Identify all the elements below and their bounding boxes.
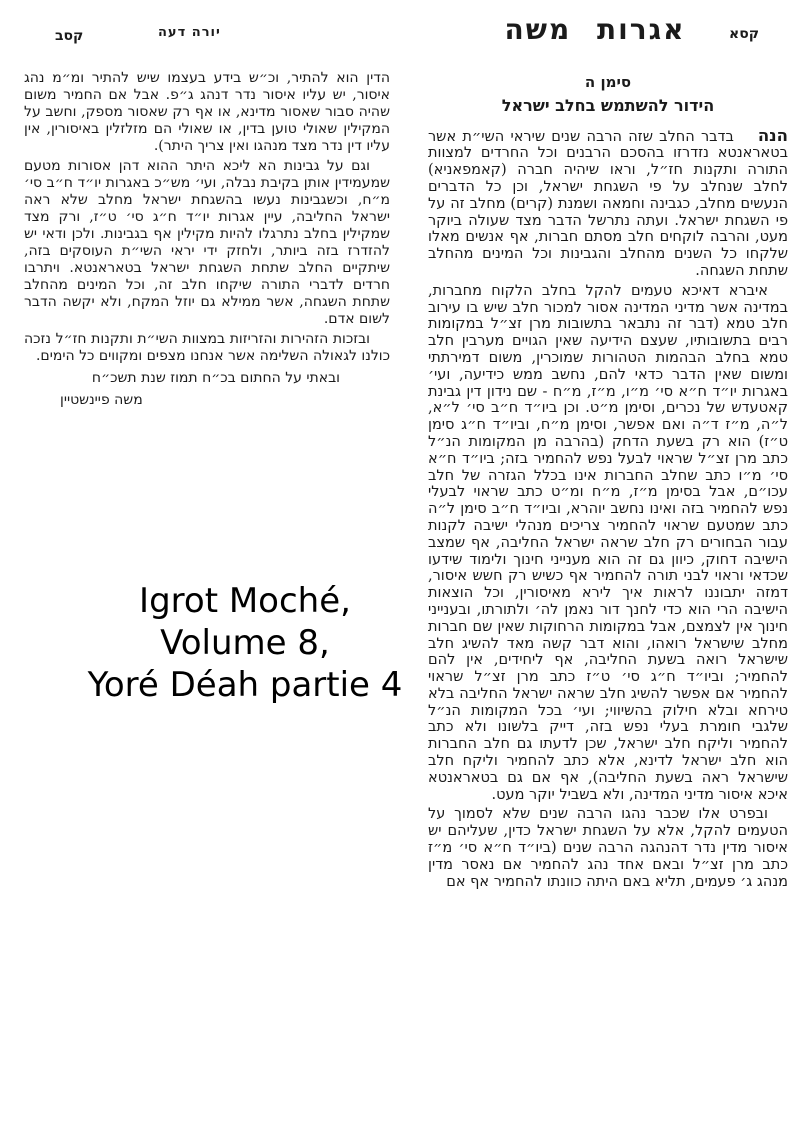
closing-date-line: ובאתי על החתום בכ״ח תמוז שנת תשכ״ח xyxy=(91,370,340,386)
caption-line: Volume 8, xyxy=(160,623,330,663)
paragraph-opening xyxy=(428,125,788,280)
paragraph-continuation: הדין הוא להתיר, וכ״ש בידע בעצמו שיש להתיר ומ״מ נהג איסור, יש עליו איסור נדר דנהג ג״פ. אבל אם החמיר משום שהיה סבור שאסור מדינא, או אף רק שאסור מספק, וחשב על המקילין שאולי טוען בדין, או שאולי הם מזלזלין באיסורין, אין עליו דין נדר מצד מנהגו ואין צריך היתר). xyxy=(24,70,390,154)
right-page-column xyxy=(428,74,788,890)
left-page-column xyxy=(24,70,390,409)
caption-line: Igrot Moché, xyxy=(139,581,351,621)
paragraph: ובזכות הזהירות והזריזות במצוות השי״ת ותקנות חז״ל נזכה כולנו לגאולה השלימה אשר אנחנו מצפים ומקווים כל הימים. xyxy=(24,331,390,364)
book-title: אגרות משה xyxy=(504,13,686,46)
author-signature: משה פיינשטיין xyxy=(60,392,143,408)
paragraph: ובפרט אלו שכבר נהגו הרבה שנים שלא לסמוך על הטעמים להקל, אלא על השגחת ישראל כדין, שעליהם יש איסור מדין נדר דהנהגה הרבה שנים (ביו״ד ח״א סי׳ מ״ז כתב מרן זצ״ל ובאם אחד נהג להחמיר אם נאסר מדין מנהג ג׳ פעמים, תליא באם היתה כוונתו להחמיר אף אם xyxy=(428,806,788,890)
page-number-left: קסב xyxy=(55,28,84,44)
paragraph-text: בדבר החלב שזה הרבה שנים שיראי השי״ת אשר בטאראנטא נזדרזו בהסכם הרבנים וכל החרדים למצוות התורה ותקנות חז״ל, וראו שיהיה חברה (קאמפאניא) לחלב שנחלב על פי השגחת ישראל, וכן כל הדברים הנעשים מחלב, כגבינה וחמאה ושמנת (קרים) מחלב זה על פי השגחת ישראל. ועתה נתרשל הדבר מצד שעולה ביוקר מעט, והרבה לוקחים חלב מסתם חברות, אף אנשים מאלו שלקחו כל השנים מהחלב והגבינות וכל המינים מהחלב שתחת השגחה. xyxy=(428,128,788,279)
caption-line: Yoré Déah partie 4 xyxy=(87,665,403,705)
paragraph: וגם על גבינות הא ליכא היתר ההוא דהן אסורות מטעם שמעמידין אותן בקיבת נבלה, ועי׳ מש״כ באגרות יו״ד ח״ב סי׳ מ״ח, וכשגבינות נעשו בהשגחת ישראל מחלב שלא ראה ישראל החליבה, עיין אגרות יו״ד ח״ג סי׳ ט״ז, ורק מצד שמקילין בחלב נתרגלו להיות מקילין אף בגבינות. ולכן ודאי יש להזדרז בזה ביותר, ולחזק ידי יראי השי״ת העוסקים בזה, שיתקיים החלב שתחת השגחת ישראל בטאראנטא. ויתרבו חרדים לדברי התורה שיקחו חלב זה, וכל המינים מהחלב שתחת השגחה, אשר ממילא גם יוזל המקח, ולא יקשה הדבר לשום אדם. xyxy=(24,158,390,327)
siman-number: סימן ה xyxy=(584,73,632,91)
paragraph: איברא דאיכא טעמים להקל בחלב הלקוח מחברות, במדינה אשר מדיני המדינה אסור למכור חלב שיש בו עירוב חלב טמא (דבר זה נתבאר בתשובות מרן זצ״ל במקומות רבים בתשובותיו, שעצם הידיעה שאין הגויים מערבין חלב טמא בחלב הבהמות הטהורות שמוכרין, משום דמירתתי ומשום שאין הדבר כדאי להם, נחשב ממש כידיעה, ועי׳ באגרות יו״ד ח״א סי׳ מ״ו, מ״ז, מ״ח - שם נידון דין גבינת קאטעדש של נכרים, וסימן מ״ט. וכן ביו״ד ח״ב סי׳ ל״א, ל״ה, מ״ז ד״ה ואם אפשר, וסימן מ״ח, וביו״ד ח״ג סימן ט״ז) הוא רק בשעת הדחק (בהרבה מן המקומות הנ״ל כתב מרן זצ״ל שראוי לבעל נפש להחמיר בזה; ביו״ד ח״א סי׳ מ״ו כתב שחלב החברות אינו בכלל הגזרה של חלב עכו״ם, אבל בסימן מ״ז, מ״ח ומ״ט כתב שראוי לבעלי נפש להחמיר בזה ואינו נחשב יוהרא, וביו״ד ח״ב סימן ל״ה כתב שמטעם שראוי להחמיר צריכים מנהלי ישיבה לקנות עבור הבחורים רק חלב שראה ישראל החליבה, אף שמצב הישיבה דחוק, כיוון גם זה הוא מענייני חינוך ולימוד שידעו שכדאי וראוי לבני תורה להחמיר אף כשיש רק חשש איסור, דמזה יתבוננו לראות איך לירא מאיסורין, וכל הוצאות הישיבה הרי הוא כדי לחנך דור נאמן לה׳ ולתורתו, ובענייני חינוך אין לצמצם, אבל במקומות הרחוקות שאין שם חברות מחלב שישראל רואהו, והוא דבר קשה מאד להשיג חלב שישראל רואה בשעת החליבה, אף ליחידים, אין להם להחמיר; וביו״ד ח״ג סי׳ ט״ז כתב מרן זצ״ל שראוי להחמיר אם אפשר להשיג חלב שראה ישראל החליבה בלא טירחא ובלא חילוק בהשיווי; ועי׳ בכל המקומות הנ״ל שלגבי חומרת בעלי נפש בזה, דייק בלשונו ולא כתב להחמיר וליקח חלב ישראל, שכן לדעתו גם חלב החברות הוא חלב ישראל לדינא, אלא כתב להחמיר וליקח חלב שישראל ראה בשעת החליבה), אף אם גם בטאראנטא איכא איסור מדיני המדינה, ולא בשביל יוקר מעט. xyxy=(428,282,788,803)
page-number-right: קסא xyxy=(729,26,760,42)
caption-overlay xyxy=(50,580,440,706)
lead-word: הנה xyxy=(757,125,788,145)
siman-heading: הידור להשתמש בחלב ישראל xyxy=(501,95,715,115)
section-title: יורה דעה xyxy=(158,25,221,40)
